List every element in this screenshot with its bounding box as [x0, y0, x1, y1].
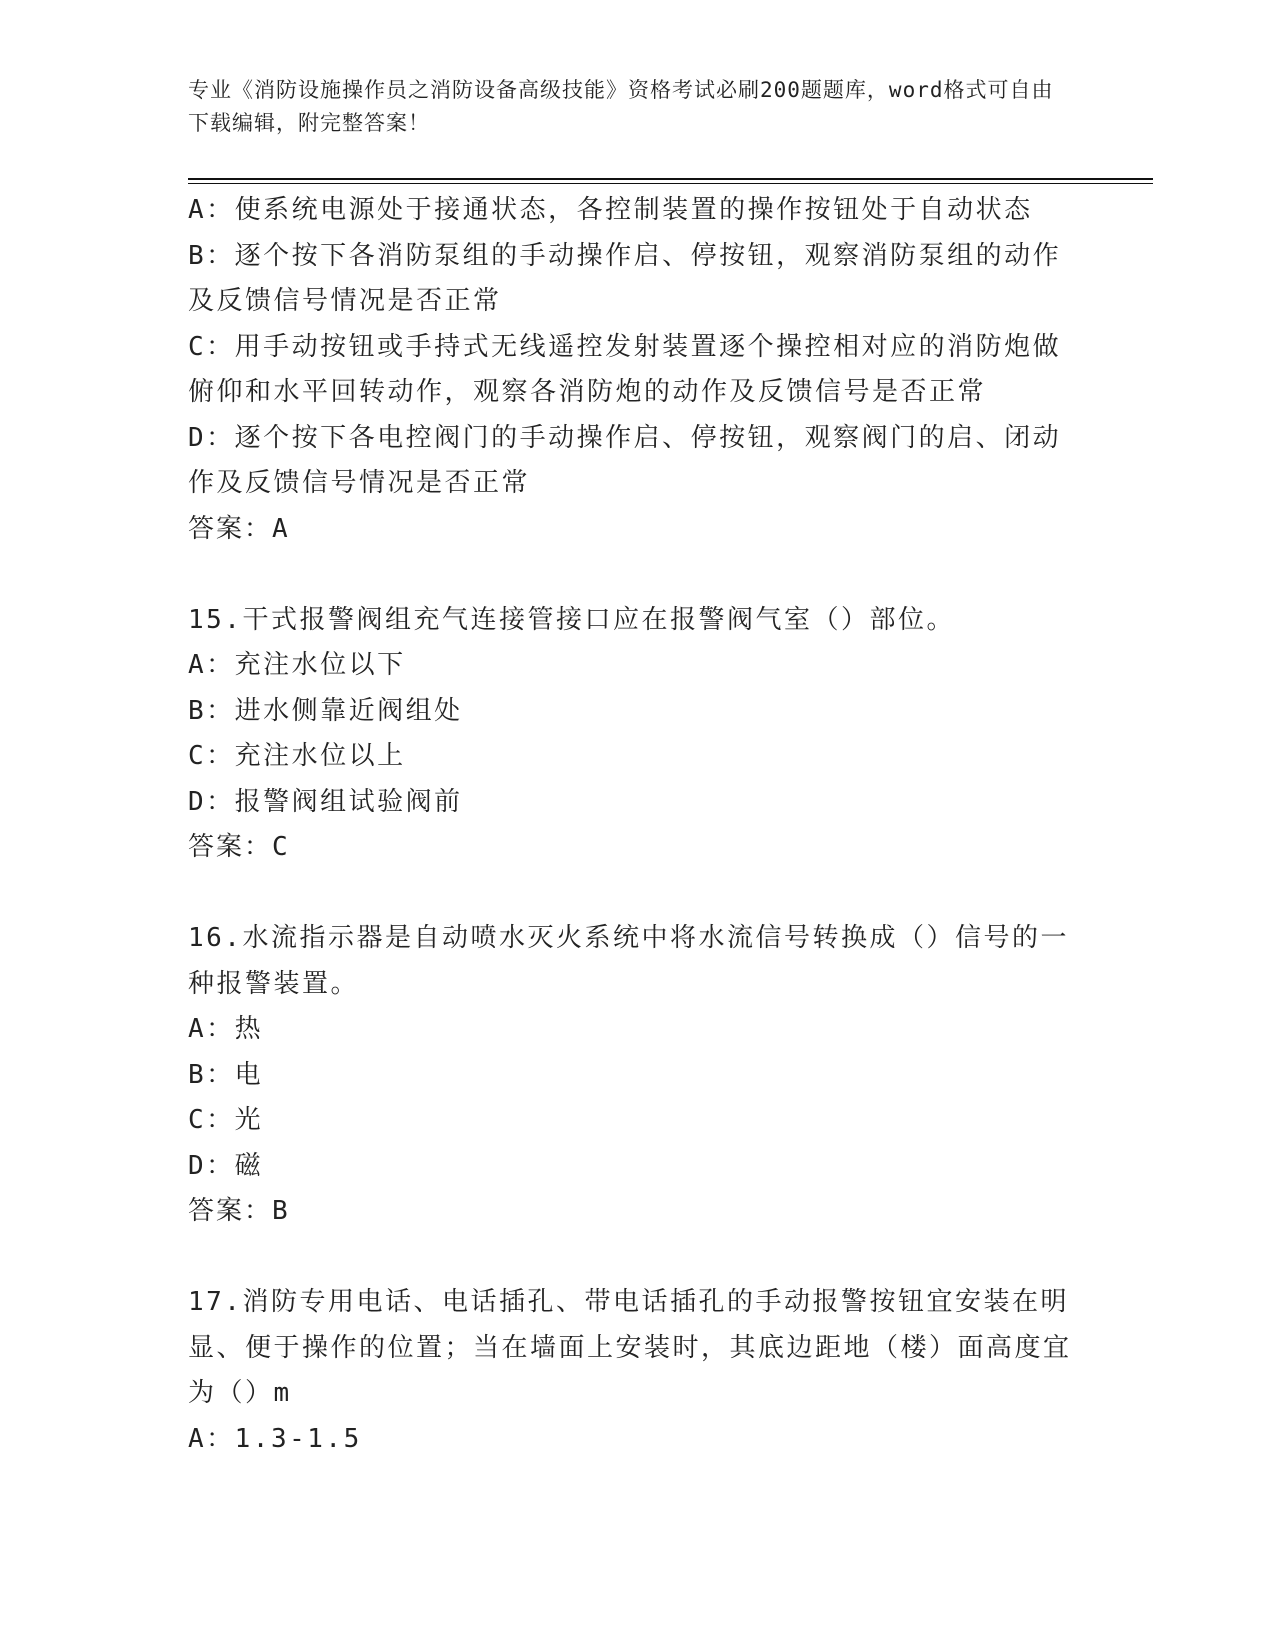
answer-line: 答案：A: [188, 513, 290, 544]
question-block: [188, 188, 1078, 552]
option-d: D：逐个按下各电控阀门的手动操作启、停按钮，观察阀门的启、闭动作及反馈信号情况是否正常: [188, 422, 1062, 498]
question-stem: 17.消防专用电话、电话插孔、带电话插孔的手动报警按钮宜安装在明显、便于操作的位置；当在墙面上安装时，其底边距地（楼）面高度宜为（）m: [188, 1287, 1072, 1408]
question-block: [188, 1280, 1078, 1462]
option-a: A：使系统电源处于接通状态，各控制装置的操作按钮处于自动状态: [188, 195, 1033, 225]
option-b: B：逐个按下各消防泵组的手动操作启、停按钮，观察消防泵组的动作及反馈信号情况是否正常: [188, 240, 1062, 316]
spacer: [188, 1235, 1078, 1281]
header-rule-thin: [188, 183, 1153, 184]
option-d: D：报警阀组试验阀前: [188, 786, 463, 817]
option-a: A：1.3-1.5: [188, 1423, 362, 1454]
option-c: C：充注水位以上: [188, 741, 406, 771]
header-rule-thick: [188, 178, 1153, 180]
document-header: 专业《消防设施操作员之消防设备高级技能》资格考试必刷200题题库，word格式可自由下载编辑，附完整答案！: [188, 78, 1054, 135]
question-block: [188, 598, 1078, 871]
option-c: C：光: [188, 1105, 264, 1135]
question-stem: 16.水流指示器是自动喷水灭火系统中将水流信号转换成（）信号的一种报警装置。: [188, 923, 1069, 999]
option-c: C：用手动按钮或手持式无线遥控发射装置逐个操控相对应的消防炮做俯仰和水平回转动作，观察各消防炮的动作及反馈信号是否正常: [188, 331, 1062, 407]
question-stem: 15.干式报警阀组充气连接管接口应在报警阀气室（）部位。: [188, 604, 955, 635]
answer-line: 答案：B: [188, 1196, 290, 1226]
option-a: A：热: [188, 1014, 264, 1044]
option-b: B：电: [188, 1059, 264, 1090]
option-b: B：进水侧靠近阀组处: [188, 695, 463, 726]
spacer: [188, 552, 1078, 598]
spacer: [188, 871, 1078, 917]
option-a: A：充注水位以下: [188, 650, 406, 680]
option-d: D：磁: [188, 1150, 264, 1181]
answer-line: 答案：C: [188, 832, 290, 862]
question-list: [188, 188, 1078, 1462]
question-block: [188, 916, 1078, 1235]
